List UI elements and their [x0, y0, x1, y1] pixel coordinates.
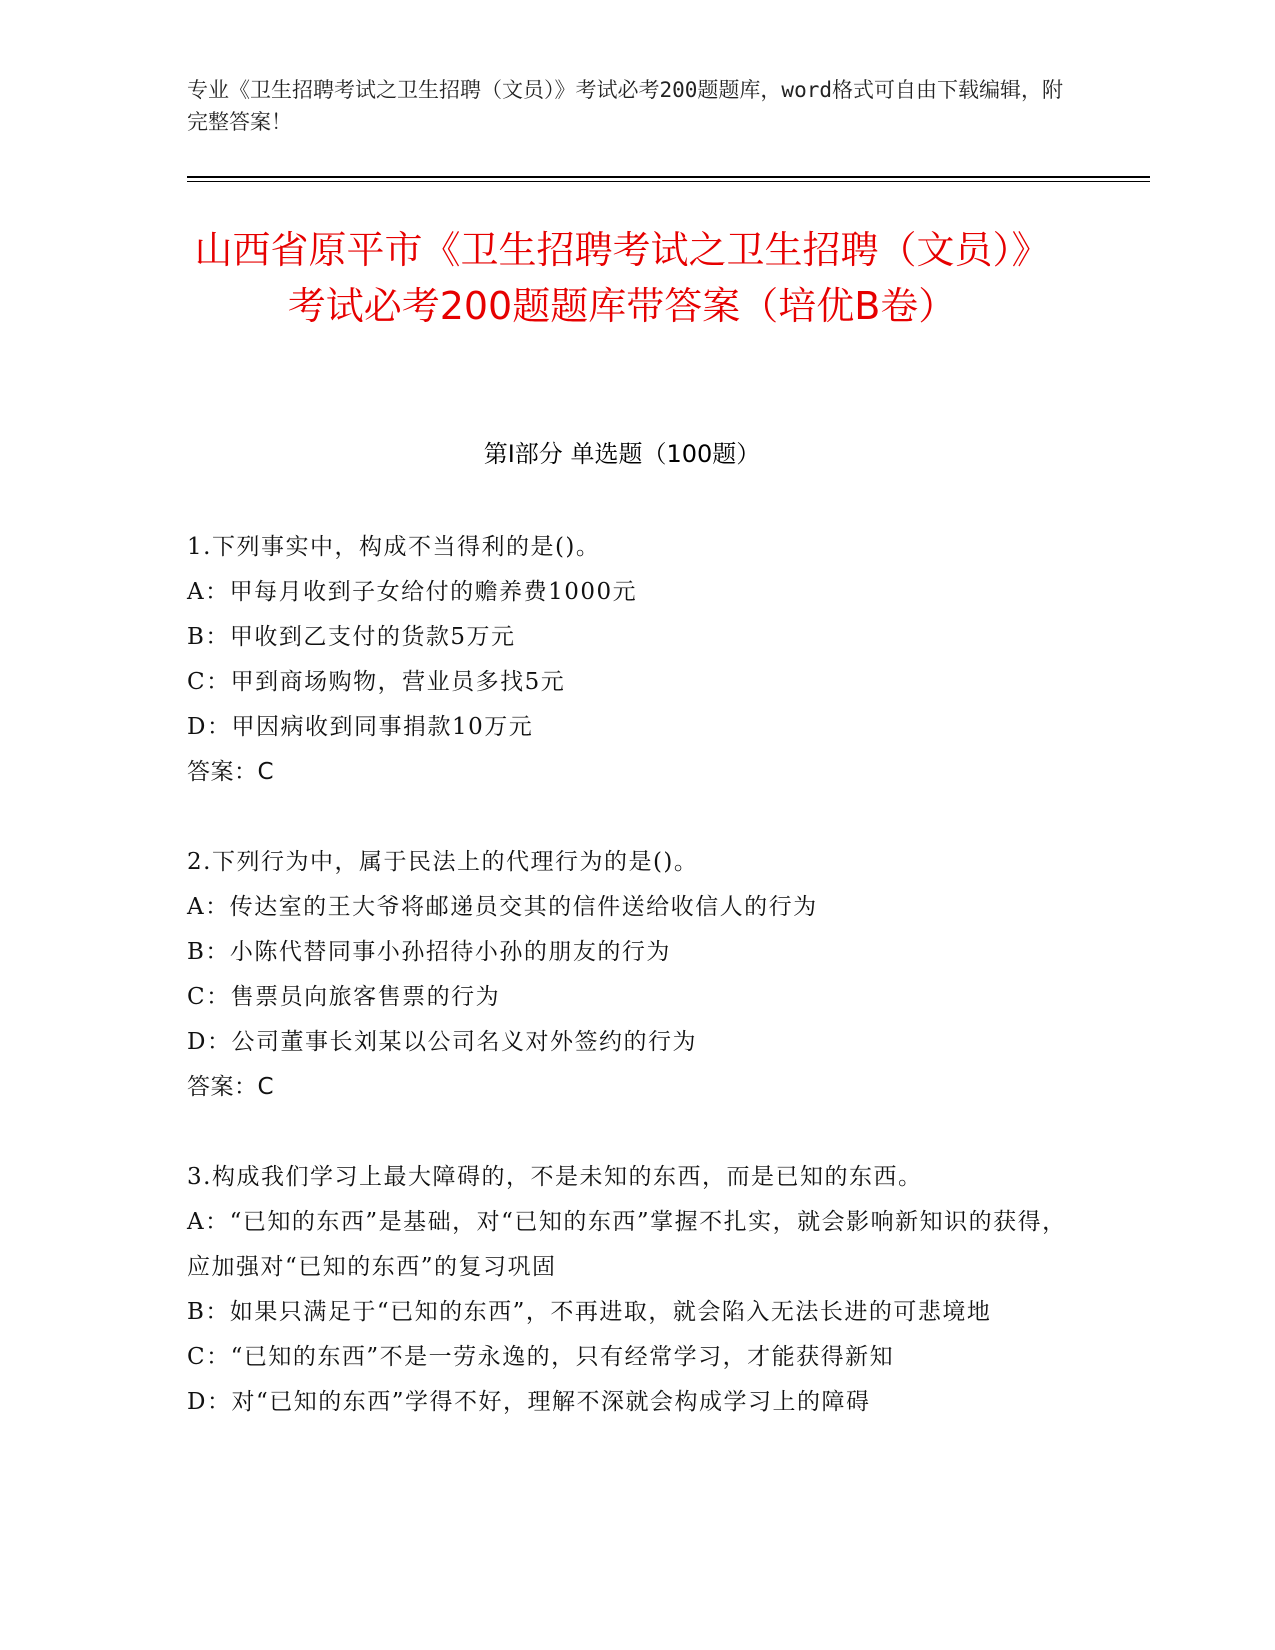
answer: 答案：C — [187, 759, 275, 785]
question-list — [187, 525, 1067, 1470]
option-d: D：对“已知的东西”学得不好，理解不深就会构成学习上的障碍 — [187, 1389, 871, 1415]
option-b: B：如果只满足于“已知的东西”，不再进取，就会陷入无法长进的可悲境地 — [187, 1299, 992, 1325]
option-a: A：甲每月收到子女给付的赡养费1000元 — [187, 579, 638, 605]
option-c: C：甲到商场购物，营业员多找5元 — [187, 669, 566, 695]
question-3 — [187, 1155, 1067, 1425]
section-title: 第I部分 单选题（100题） — [483, 440, 761, 468]
header-note: 专业《卫生招聘考试之卫生招聘（文员）》考试必考200题题库，word格式可自由下载编辑，附完整答案！ — [187, 78, 1063, 134]
option-a: A：传达室的王大爷将邮递员交其的信件送给收信人的行为 — [187, 894, 818, 920]
question-stem: 1.下列事实中，构成不当得利的是()。 — [187, 534, 601, 560]
option-d: D：公司董事长刘某以公司名义对外签约的行为 — [187, 1029, 697, 1055]
question-1 — [187, 525, 1067, 795]
question-stem: 3.构成我们学习上最大障碍的，不是未知的东西，而是已知的东西。 — [187, 1164, 923, 1190]
header-divider-thick — [187, 176, 1150, 178]
option-b: B：甲收到乙支付的货款5万元 — [187, 624, 516, 650]
option-c: C：售票员向旅客售票的行为 — [187, 984, 501, 1010]
option-b: B：小陈代替同事小孙招待小孙的朋友的行为 — [187, 939, 671, 965]
header-divider-thin — [187, 181, 1150, 182]
answer: 答案：C — [187, 1074, 275, 1100]
question-stem: 2.下列行为中，属于民法上的代理行为的是()。 — [187, 849, 699, 875]
option-c: C：“已知的东西”不是一劳永逸的，只有经常学习，才能获得新知 — [187, 1344, 895, 1370]
document-title: 山西省原平市《卫生招聘考试之卫生招聘（文员）》考试必考200题题库带答案（培优B卷） — [194, 228, 1050, 328]
question-2 — [187, 840, 1067, 1110]
option-d: D：甲因病收到同事捐款10万元 — [187, 714, 534, 740]
option-a: A：“已知的东西”是基础，对“已知的东西”掌握不扎实，就会影响新知识的获得，应加强对“已知的东西”的复习巩固 — [187, 1209, 1067, 1280]
